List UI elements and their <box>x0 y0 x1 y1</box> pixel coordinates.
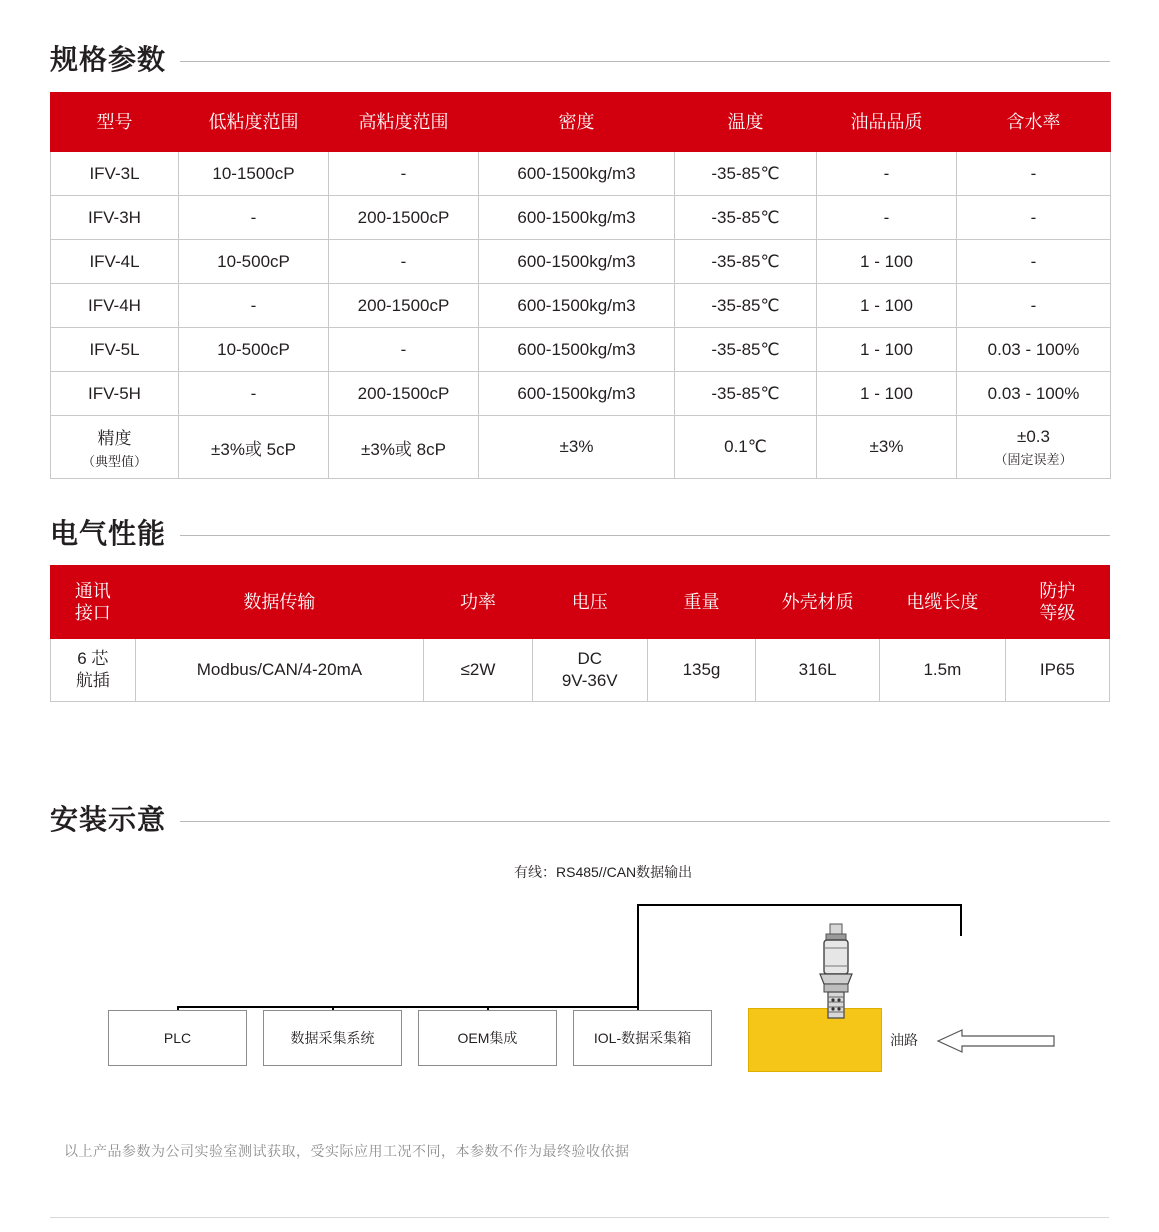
table-row <box>51 328 1111 372</box>
cell-oil-quality: 1 - 100 <box>817 284 957 328</box>
node-label: PLC <box>163 1030 192 1046</box>
th-line2: 接口 <box>74 603 111 623</box>
cell-model: IFV-4L <box>51 240 179 284</box>
cell-data-transmission: Modbus/CAN/4-20mA <box>135 639 424 702</box>
section-title-install: 安装示意 <box>50 804 167 835</box>
cell-low-viscosity: 10-1500cP <box>179 152 329 196</box>
th-data-transmission: 数据传输 <box>135 566 424 639</box>
table-row <box>51 196 1111 240</box>
th-line1: 防护 <box>1039 580 1076 601</box>
th-oil-quality: 油品品质 <box>817 93 957 152</box>
electrical-section-header <box>50 512 1110 552</box>
th-housing-material: 外壳材质 <box>756 566 880 639</box>
bus-left-riser <box>637 904 639 1008</box>
cell-high-viscosity: 200-1500cP <box>329 372 479 416</box>
accuracy-water-sub: （固定误差） <box>994 451 1073 467</box>
cell-oil-quality: 1 - 100 <box>817 372 957 416</box>
cell-housing-material: 316L <box>756 639 880 702</box>
th-weight: 重量 <box>647 566 756 639</box>
cell-temperature: -35-85℃ <box>675 372 817 416</box>
cell-high-viscosity: - <box>329 240 479 284</box>
cell-high-viscosity: 200-1500cP <box>329 196 479 240</box>
th-model: 型号 <box>51 93 179 152</box>
diagram-caption: 有线：RS485//CAN数据输出 <box>514 864 693 880</box>
cell-low-viscosity: - <box>179 284 329 328</box>
cell-low-viscosity: - <box>179 196 329 240</box>
cell-temperature: -35-85℃ <box>675 328 817 372</box>
cell-cable-length: 1.5m <box>879 639 1005 702</box>
cell-model: IFV-3H <box>51 196 179 240</box>
cell-line2: 9V-36V <box>561 671 618 690</box>
table-header-row <box>51 93 1111 152</box>
cell-water-content: - <box>957 284 1111 328</box>
node-oem-integration <box>418 1010 557 1066</box>
cell-accuracy-oil-quality: ±3% <box>817 416 957 479</box>
th-high-viscosity: 高粘度范围 <box>329 93 479 152</box>
cell-high-viscosity: - <box>329 328 479 372</box>
cell-water-content: - <box>957 240 1111 284</box>
cell-density: 600-1500kg/m3 <box>479 284 675 328</box>
cell-water-content: - <box>957 152 1111 196</box>
footnote-text: 以上产品参数为公司实验室测试获取，受实际应用工况不同，本参数不作为最终验收依据 <box>64 1143 630 1159</box>
cell-oil-quality: - <box>817 152 957 196</box>
th-low-viscosity: 低粘度范围 <box>179 93 329 152</box>
accuracy-water-value: ±0.3 <box>1017 426 1050 446</box>
cell-temperature: -35-85℃ <box>675 284 817 328</box>
electrical-table <box>50 565 1110 702</box>
accuracy-label-sub: （典型值） <box>81 454 147 469</box>
cell-density: 600-1500kg/m3 <box>479 196 675 240</box>
section-title-electrical: 电气性能 <box>50 518 167 549</box>
table-row <box>51 639 1110 702</box>
cell-line1: 6 芯 <box>77 648 109 668</box>
cell-low-viscosity: 10-500cP <box>179 328 329 372</box>
specification-table <box>50 92 1111 479</box>
th-cable-length: 电缆长度 <box>879 566 1005 639</box>
cell-comm-interface <box>51 639 136 702</box>
bottom-divider <box>50 1217 1109 1218</box>
node-data-acquisition-system <box>263 1010 402 1066</box>
th-voltage: 电压 <box>532 566 647 639</box>
cell-model: IFV-3L <box>51 152 179 196</box>
table-row <box>51 152 1111 196</box>
cell-high-viscosity: - <box>329 152 479 196</box>
bus-top-wire <box>637 904 962 906</box>
cell-temperature: -35-85℃ <box>675 152 817 196</box>
table-row <box>51 372 1111 416</box>
cell-model: IFV-5L <box>51 328 179 372</box>
cell-accuracy-high-viscosity: ±3%或 8cP <box>329 416 479 479</box>
oil-path-label: 油路 <box>890 1032 918 1048</box>
cell-protection-rating: IP65 <box>1005 639 1109 702</box>
node-label: 数据采集系统 <box>290 1030 375 1046</box>
cell-line1: DC <box>577 648 603 668</box>
cell-low-viscosity: 10-500cP <box>179 240 329 284</box>
cell-density: 600-1500kg/m3 <box>479 240 675 284</box>
cell-density: 600-1500kg/m3 <box>479 152 675 196</box>
table-row-accuracy <box>51 416 1111 479</box>
cell-water-content: - <box>957 196 1111 240</box>
node-label: IOL-数据采集箱 <box>593 1030 692 1046</box>
sensor-riser <box>960 904 962 936</box>
th-line2: 等级 <box>1039 603 1076 623</box>
cell-accuracy-temperature: 0.1℃ <box>675 416 817 479</box>
cell-accuracy-water-content <box>957 416 1111 479</box>
cell-oil-quality: 1 - 100 <box>817 240 957 284</box>
cell-low-viscosity: - <box>179 372 329 416</box>
spec-table-wrap <box>50 92 1111 479</box>
table-row <box>51 240 1111 284</box>
table-row <box>51 284 1111 328</box>
cell-accuracy-label <box>51 416 179 479</box>
cell-line2: 航插 <box>75 671 110 690</box>
cell-voltage <box>532 639 647 702</box>
flow-arrow-icon <box>936 1028 1056 1054</box>
cell-water-content: 0.03 - 100% <box>957 372 1111 416</box>
cell-model: IFV-4H <box>51 284 179 328</box>
table-header-row <box>51 566 1110 639</box>
th-power: 功率 <box>424 566 533 639</box>
cell-oil-quality: - <box>817 196 957 240</box>
cell-power: ≤2W <box>424 639 533 702</box>
cell-oil-quality: 1 - 100 <box>817 328 957 372</box>
th-line1: 通讯 <box>74 580 111 601</box>
th-water-content: 含水率 <box>957 93 1111 152</box>
electrical-table-wrap <box>50 565 1110 702</box>
th-protection-rating <box>1005 566 1109 639</box>
th-temperature: 温度 <box>675 93 817 152</box>
section-divider <box>180 61 1110 62</box>
section-divider <box>180 821 1110 822</box>
cell-accuracy-low-viscosity: ±3%或 5cP <box>179 416 329 479</box>
cell-temperature: -35-85℃ <box>675 240 817 284</box>
cell-density: 600-1500kg/m3 <box>479 328 675 372</box>
install-section-header <box>50 798 1110 838</box>
cell-model: IFV-5H <box>51 372 179 416</box>
th-density: 密度 <box>479 93 675 152</box>
node-plc <box>108 1010 247 1066</box>
cell-water-content: 0.03 - 100% <box>957 328 1111 372</box>
distribution-bar <box>177 1006 638 1008</box>
section-title-spec: 规格参数 <box>50 44 167 75</box>
th-comm-interface <box>51 566 136 639</box>
accuracy-label: 精度 <box>97 429 132 448</box>
cell-weight: 135g <box>647 639 756 702</box>
node-label: OEM集成 <box>457 1030 518 1046</box>
installation-diagram <box>50 862 1110 1122</box>
cell-density: 600-1500kg/m3 <box>479 372 675 416</box>
cell-accuracy-density: ±3% <box>479 416 675 479</box>
section-divider <box>180 535 1110 536</box>
sensor-icon <box>806 922 866 1032</box>
cell-temperature: -35-85℃ <box>675 196 817 240</box>
node-iol-data-box <box>573 1010 712 1066</box>
cell-high-viscosity: 200-1500cP <box>329 284 479 328</box>
spec-section-header <box>50 38 1110 78</box>
